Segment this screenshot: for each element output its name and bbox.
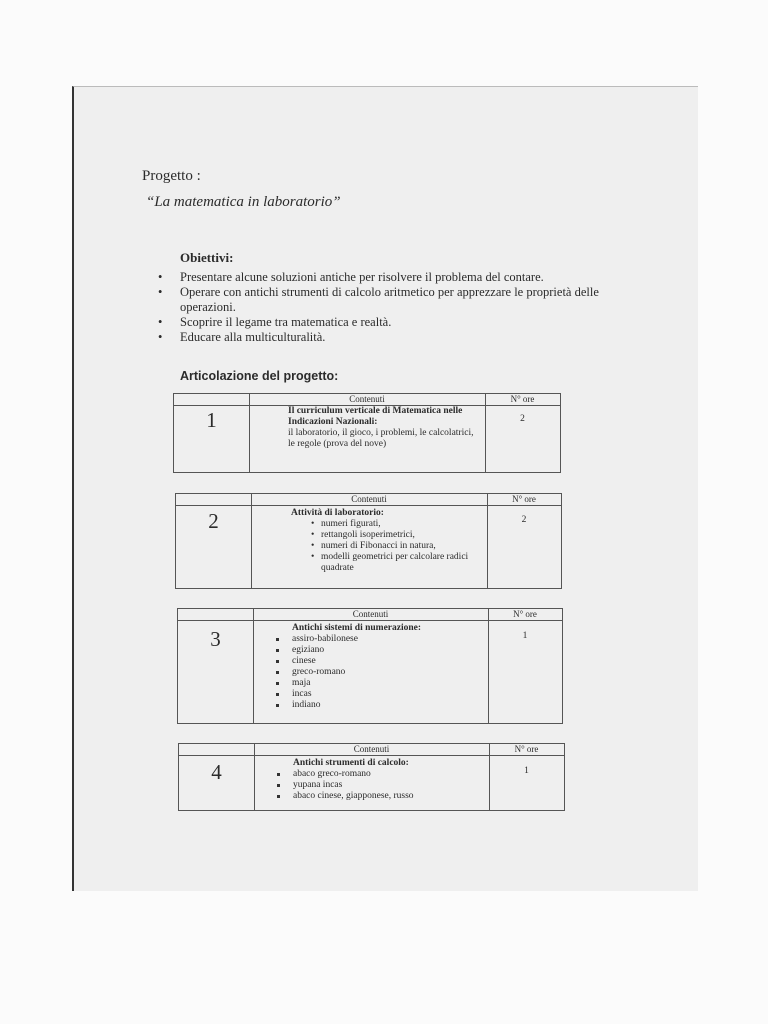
module-contents	[272, 623, 482, 711]
module-number: 1	[206, 408, 217, 432]
module-items	[273, 769, 483, 802]
module-title: Antichi sistemi di numerazione:	[292, 623, 422, 633]
module-table-4	[178, 743, 565, 811]
module-table-1	[173, 393, 561, 473]
contents-header: Contenuti	[352, 609, 389, 619]
module-items	[272, 634, 482, 711]
list-item: egiziano	[272, 645, 482, 656]
module-hours: 2	[520, 414, 525, 424]
objectives-list	[158, 270, 620, 345]
contents-header: Contenuti	[349, 394, 385, 404]
list-item: maja	[272, 678, 482, 689]
objective-item: • Educare alla multiculturalità.	[158, 330, 620, 345]
hours-header: N° ore	[512, 494, 536, 504]
module-title: Il curriculum verticale di Matematica nelle Indicazioni Nazionali:	[288, 406, 463, 427]
module-items	[291, 519, 481, 574]
list-item: abaco cinese, giapponese, russo	[273, 791, 483, 802]
module-hours: 2	[521, 515, 527, 525]
list-item: incas	[272, 689, 482, 700]
contents-header: Contenuti	[351, 494, 387, 504]
list-item: greco-romano	[272, 667, 482, 678]
list-item: abaco greco-romano	[273, 769, 483, 780]
list-item: • modelli geometrici per calcolare radici quadrate	[291, 552, 481, 574]
contents-header: Contenuti	[353, 744, 390, 754]
list-item: yupana incas	[273, 780, 483, 791]
project-label: Progetto :	[142, 168, 201, 184]
module-contents	[273, 758, 483, 802]
module-contents	[291, 508, 481, 574]
project-title: “La matematica in laboratorio”	[146, 194, 341, 210]
module-table-2	[175, 493, 562, 589]
list-item: • rettangoli isoperimetrici,	[291, 530, 481, 541]
module-title: Antichi strumenti di calcolo:	[293, 758, 409, 768]
articolazione-heading: Articolazione del progetto:	[180, 369, 339, 383]
module-body: il laboratorio, il gioco, i problemi, le calcolatrici, le regole (prova del nove)	[288, 428, 474, 449]
list-item: indiano	[272, 700, 482, 711]
module-table-3	[177, 608, 563, 724]
hours-header: N° ore	[514, 744, 539, 754]
module-hours: 1	[522, 631, 528, 641]
module-contents	[288, 406, 478, 450]
module-number: 3	[210, 627, 221, 651]
module-number: 2	[208, 509, 219, 533]
list-item: assiro-babilonese	[272, 634, 482, 645]
list-item: • numeri figurati,	[291, 519, 481, 530]
module-title: Attività di laboratorio:	[291, 508, 384, 518]
hours-header: N° ore	[510, 394, 535, 404]
hours-header: N° ore	[513, 609, 537, 619]
list-item: • numeri di Fibonacci in natura,	[291, 541, 481, 552]
objective-item: • Operare con antichi strumenti di calcolo aritmetico per apprezzare le proprietà delle operazioni.	[158, 285, 620, 315]
objectives-heading: Obiettivi:	[180, 250, 234, 265]
objective-item: • Presentare alcune soluzioni antiche per risolvere il problema del contare.	[158, 270, 620, 285]
module-number: 4	[211, 760, 222, 784]
module-hours: 1	[524, 766, 529, 776]
list-item: cinese	[272, 656, 482, 667]
objective-item: • Scoprire il legame tra matematica e realtà.	[158, 315, 620, 330]
